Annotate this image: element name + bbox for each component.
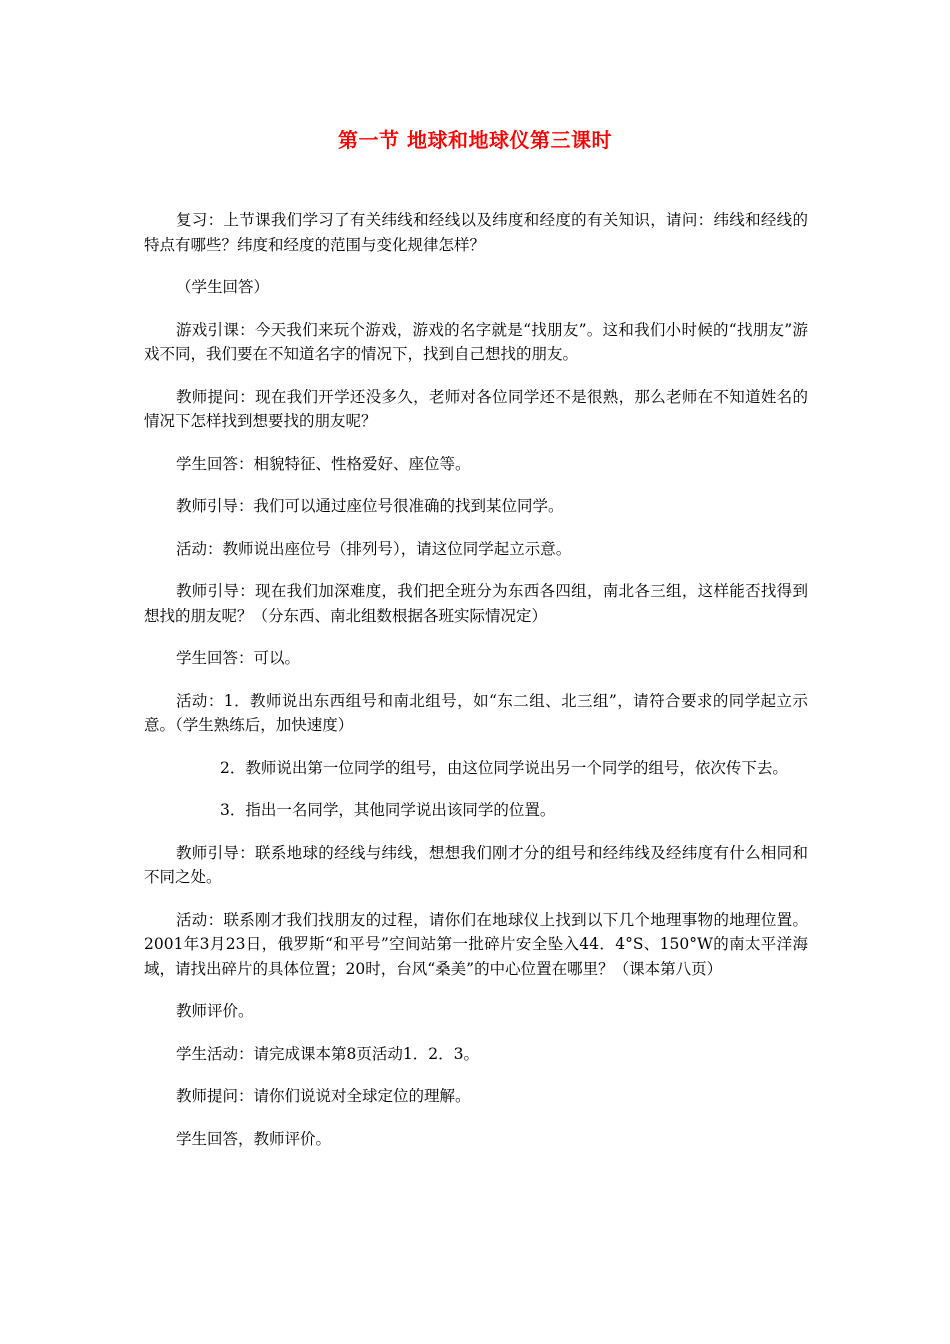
paragraph-activity-2: 活动：1．教师说出东西组号和南北组号，如“东二组、北三组”，请符合要求的同学起立示意。（学生熟练后，加快速度） [144,691,808,734]
paragraph-student-answer-1: （学生回答） [176,278,270,296]
paragraph-game-intro: 游戏引课：今天我们来玩个游戏，游戏的名字就是“找朋友”。这和我们小时候的“找朋友”游戏不同，我们要在不知道名字的情况下，找到自己想找的朋友。 [144,320,808,363]
paragraph-student-activity: 学生活动：请完成课本第8页活动1．2．3。 [176,1044,479,1063]
paragraph-activity-step-2: 2．教师说出第一位同学的组号，由这位同学说出另一个同学的组号，依次传下去。 [220,758,788,777]
paragraph-teacher-question-2: 教师提问：请你们说说对全球定位的理解。 [176,1087,471,1105]
paragraph-student-answer-4: 学生回答，教师评价。 [176,1129,332,1148]
paragraph-activity-step-3: 3．指出一名同学，其他同学说出该同学的位置。 [220,801,556,819]
paragraph-review: 复习：上节课我们学习了有关纬线和经线以及纬度和经度的有关知识，请问：纬线和经线的特点有哪些？纬度和经度的范围与变化规律怎样？ [144,211,808,254]
paragraph-activity-1: 活动：教师说出座位号（排列号），请这位同学起立示意。 [176,539,572,558]
paragraph-teacher-guide-2: 教师引导：现在我们加深难度，我们把全班分为东西各四组，南北各三组，这样能否找得到想找的朋友呢？（分东西、南北组数根据各班实际情况定） [144,582,808,625]
paragraph-teacher-guide-1: 教师引导：我们可以通过座位号很准确的找到某位同学。 [176,497,564,515]
paragraph-student-answer-3: 学生回答：可以。 [176,649,301,667]
document-body [144,208,808,1169]
paragraph-teacher-question-1: 教师提问：现在我们开学还没多久，老师对各位同学还不是很熟，那么老师在不知道姓名的情况下怎样找到想要找的朋友呢？ [144,387,808,430]
document-title: 第一节 地球和地球仪第三课时 [338,128,612,152]
paragraph-teacher-evaluation: 教师评价。 [176,1002,254,1020]
paragraph-student-answer-2: 学生回答：相貌特征、性格爱好、座位等。 [176,454,471,473]
paragraph-activity-3: 活动：联系刚才我们找朋友的过程，请你们在地球仪上找到以下几个地理事物的地理位置。2001年3月23日，俄罗斯“和平号”空间站第一批碎片安全坠入44．4°S、150°W的南太平洋海域，请找出碎片的具体位置；20时，台风“桑美”的中心位置在哪里？（课本第八页） [144,910,808,978]
paragraph-teacher-guide-3: 教师引导：联系地球的经线与纬线，想想我们刚才分的组号和经纬线及经纬度有什么相同和不同之处。 [144,843,808,886]
